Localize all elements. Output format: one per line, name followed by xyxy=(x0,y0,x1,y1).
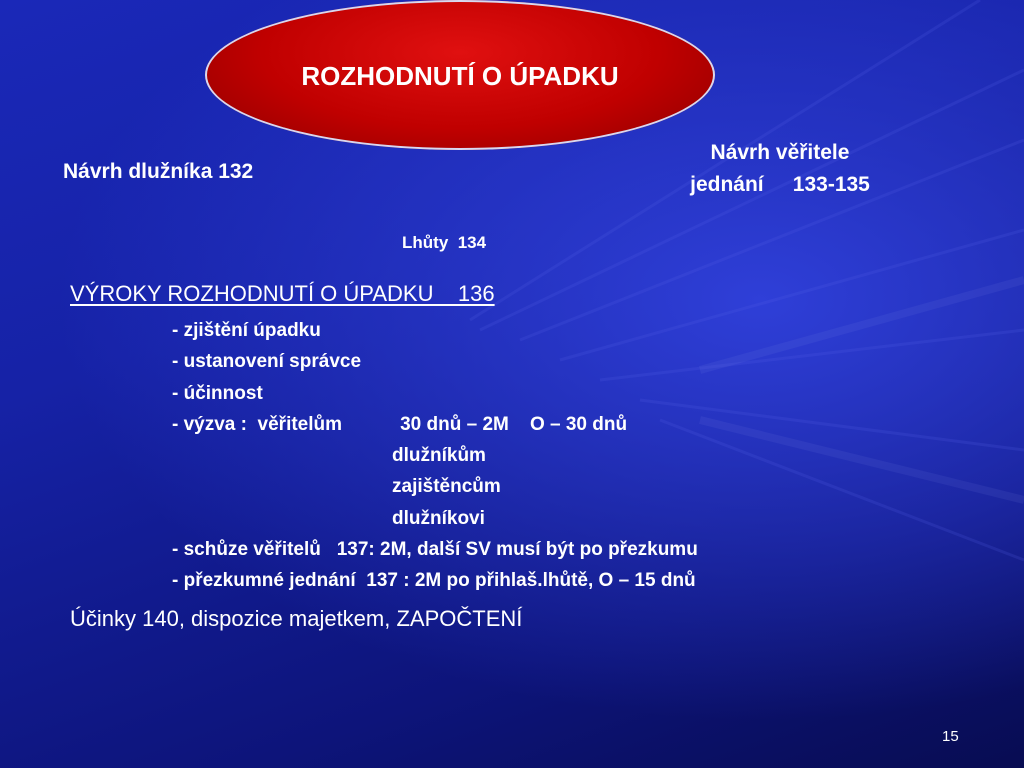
page-title: ROZHODNUTÍ O ÚPADKU xyxy=(301,60,619,91)
list-item: - ustanovení správce xyxy=(172,351,362,373)
list-item: - zjištění úpadku xyxy=(172,320,321,341)
deadlines-note: Lhůty 134 xyxy=(402,233,487,252)
list-item: - účinnost xyxy=(172,382,263,404)
creditor-proposal-note xyxy=(650,137,910,201)
list-sub-item: dlužníkovi xyxy=(392,507,485,529)
list-sub-item: dlužníkům xyxy=(392,445,486,467)
list-item: - výzva : věřitelům 30 dnů – 2M O – 30 dnů xyxy=(172,413,628,435)
list-item: - schůze věřitelů 137: 2M, další SV musí být po přezkumu xyxy=(172,539,698,561)
creditor-proposal-line2: jednání 133-135 xyxy=(690,173,870,196)
creditor-proposal-line1: Návrh věřitele xyxy=(710,141,850,164)
effects-line: Účinky 140, dispozice majetkem, ZAPOČTENÍ xyxy=(70,606,523,631)
page-number: 15 xyxy=(942,728,959,745)
title-ellipse xyxy=(205,0,715,150)
list-item: - přezkumné jednání 137 : 2M po přihlaš.lhůtě, O – 15 dnů xyxy=(172,570,696,592)
list-sub-item: zajištěncům xyxy=(392,476,501,498)
verdict-list xyxy=(172,315,698,597)
section-heading: VÝROKY ROZHODNUTÍ O ÚPADKU 136 xyxy=(70,281,495,306)
debtor-proposal-note: Návrh dlužníka 132 xyxy=(63,160,254,183)
